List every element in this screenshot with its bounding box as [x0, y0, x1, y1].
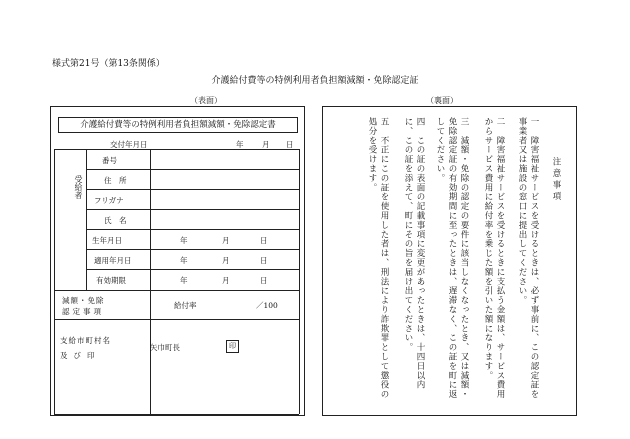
- furigana-label: フリガナ: [94, 196, 124, 205]
- effective-date-label: 適用年月日: [94, 256, 132, 265]
- reduction-label-line2: 認定事項: [62, 307, 104, 316]
- issue-date-label: 交付年月日: [110, 140, 148, 149]
- issue-day-label: 日: [286, 140, 294, 149]
- expiry-year: 年: [180, 276, 188, 285]
- expiry-label: 有効期限: [96, 276, 126, 285]
- effective-month: 月: [222, 256, 230, 265]
- benefit-rate-label: 給付率: [174, 301, 197, 310]
- issuer-label-line1: 支給市町村名: [60, 336, 111, 345]
- expiry-day: 日: [260, 276, 268, 285]
- effective-day: 日: [260, 256, 268, 265]
- note-1: 一 障害福祉サービスを受けるときは、必ず事前に、この認定証を事業者又は施設の窓口に提出してください。: [517, 117, 539, 399]
- birthdate-year: 年: [180, 236, 188, 245]
- birthdate-month: 月: [222, 236, 230, 245]
- issue-month-label: 月: [262, 140, 270, 149]
- birthdate-day: 日: [260, 236, 268, 245]
- document-title: 介護給付費等の特例利用者負担額減額・免除認定証: [211, 76, 419, 86]
- note-2: 二 障害福祉サービスを受けるときに支払う金額は、サービス費用からサービス費用に給付率を乗じた額を引いた額になります。: [483, 117, 505, 399]
- issuer-label-line2: 及び印: [60, 351, 101, 360]
- recipient-group-label: 受給者: [74, 175, 83, 199]
- reduction-label-line1: 減額・免除: [62, 296, 105, 305]
- back-side-label: （裏面）: [426, 96, 458, 105]
- birthdate-label: 生年月日: [92, 236, 122, 245]
- card-title: 介護給付費等の特例利用者負担額減額・免除認定書: [58, 117, 298, 133]
- benefit-rate-value: ／100: [256, 301, 278, 310]
- expiry-month: 月: [222, 276, 230, 285]
- back-card: [322, 106, 577, 416]
- effective-year: 年: [180, 256, 188, 265]
- number-label: 番号: [102, 156, 117, 165]
- address-label: 住 所: [104, 176, 127, 185]
- seal-box: 印: [226, 340, 239, 353]
- notes-title: 注意事項: [551, 157, 561, 203]
- note-5: 五 不正にこの証を使用した者は、刑法により詐欺罪として懲役の処分を受けます。: [367, 117, 389, 399]
- front-side-label: （表面）: [190, 96, 222, 105]
- note-3: 三 減額・免除の認定の要件に該当しなくなったとき、又は減額・免除認定証の有効期間に至ったときは、遅滞なく、この証を町に返してください。: [435, 117, 469, 399]
- recipient-table: [54, 149, 299, 414]
- name-label: 氏 名: [104, 216, 127, 225]
- note-4: 四 この証の表面の記載事項に変更があったときは、十四日以内に、この証を添えて、町にその旨を届け出てください。: [403, 117, 425, 390]
- issuer-name: 矢巾町長: [150, 343, 180, 352]
- issue-year-label: 年: [236, 140, 244, 149]
- form-number: 様式第21号（第13条関係）: [52, 59, 165, 69]
